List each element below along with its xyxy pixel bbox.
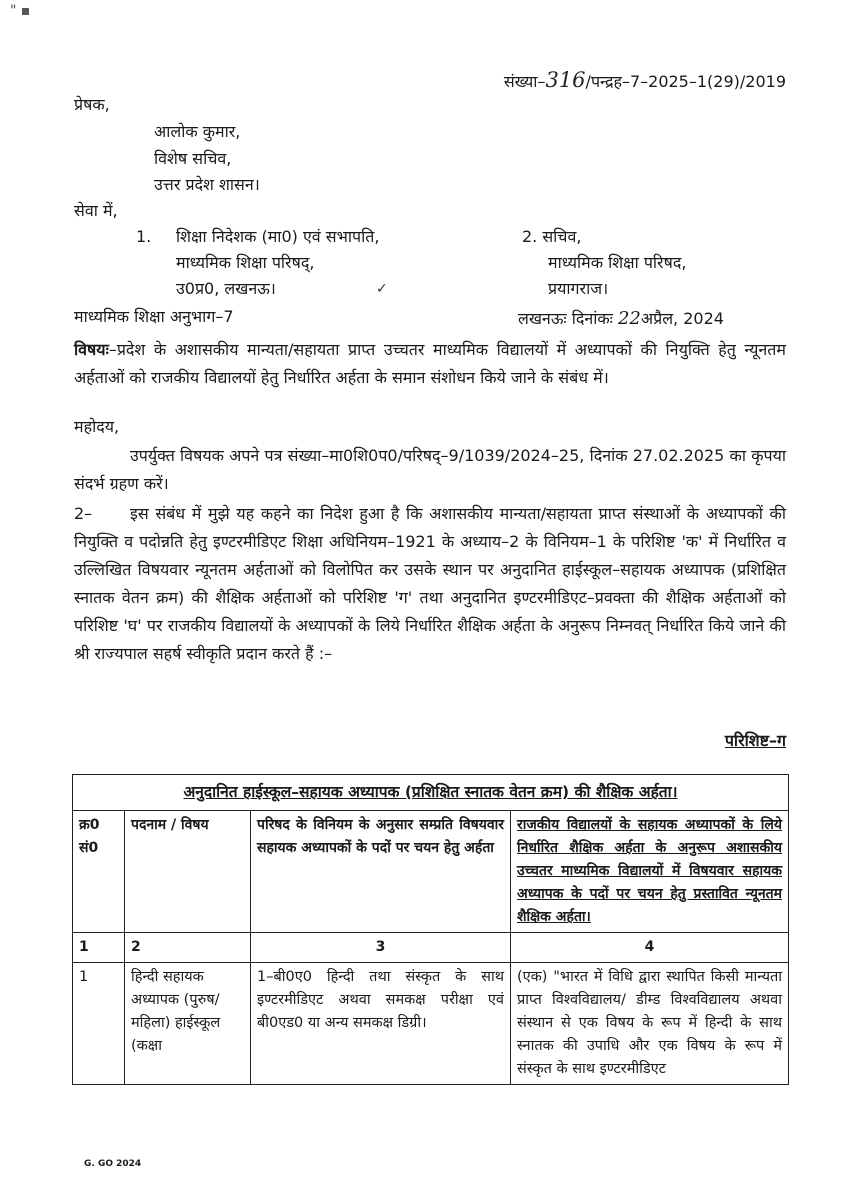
row1-current-qualification: 1–बी0ए0 हिन्दी तथा संस्कृत के साथ इण्टरमीडिएट अथवा समकक्ष परीक्षा एवं बी0एड0 या अन्य समकक्ष डिग्री। — [251, 963, 511, 1085]
qualification-table — [72, 774, 789, 1085]
recipient1-line2: माध्यमिक शिक्षा परिषद्, — [176, 253, 315, 272]
paragraph-1: उपर्युक्त विषयक अपने पत्र संख्या–मा0शि0प0/परिषद्–9/1039/2024–25, दिनांक 27.02.2025 का कृपया संदर्भ ग्रहण करें। — [74, 446, 786, 493]
column-number-1: 1 — [73, 933, 125, 963]
recipients-label: सेवा में, — [74, 201, 118, 220]
sender-office: उत्तर प्रदेश शासन। — [154, 175, 260, 194]
recipient1-line1: शिक्षा निदेशक (मा0) एवं सभापति, — [176, 227, 380, 246]
handwritten-day: 22 — [617, 308, 641, 329]
sender-name: आलोक कुमार, — [154, 122, 241, 141]
tick-mark: ✓ — [376, 281, 388, 297]
reference-number — [504, 66, 786, 95]
reference-prefix: संख्या– — [503, 72, 546, 91]
column-number-2: 2 — [125, 933, 251, 963]
subject-label: विषयः — [74, 340, 109, 359]
row1-serial: 1 — [73, 963, 125, 1085]
table-caption: अनुदानित हाईस्कूल–सहायक अध्यापक (प्रशिक्षित स्नातक वेतन क्रम) की शैक्षिक अर्हता। — [73, 775, 789, 811]
appendix-label: परिशिष्ट–ग — [724, 731, 786, 750]
salutation: महोदय, — [74, 417, 120, 436]
recipient1-line3: उ0प्र0, लखनऊ। — [176, 279, 276, 298]
paragraph-2 — [74, 500, 786, 668]
column-number-3: 3 — [251, 933, 511, 963]
subject-text: –प्रदेश के अशासकीय मान्यता/सहायता प्राप्त उच्चतर माध्यमिक विद्यालयों में अध्यापकों की नियुक्ति हेतु न्यूनतम अर्हताओं को राजकीय विद्यालयों हेतु निर्धारित अर्हता के समान संशोधन किये जाने के संबंध में। — [74, 340, 786, 387]
table-number-row — [73, 933, 789, 963]
header-current-qualification: परिषद के विनियम के अनुसार सम्प्रति विषयवार सहायक अध्यापकों के पदों पर चयन हेतु अर्हता — [251, 811, 511, 933]
place-date-suffix: अप्रैल, 2024 — [640, 309, 724, 328]
recipient2-line2: माध्यमिक शिक्षा परिषद, — [548, 253, 687, 272]
row1-proposed-qualification: (एक) "भारत में विधि द्वारा स्थापित किसी मान्यता प्राप्त विश्वविद्यालय/ डीम्ड विश्वविद्यालय अथवा संस्थान से एक विषय के रूप में हिन्दी के साथ स्नातक की उपाधि और एक विषय के रूप में संस्कृत के साथ इण्टरमीडिएट — [511, 963, 789, 1085]
recipient2-line3: प्रयागराज। — [548, 279, 609, 298]
header-proposed-qualification: राजकीय विद्यालयों के सहायक अध्यापकों के लिये निर्धारित शैक्षिक अर्हता के अनुरूप अशासकीय उच्चतर माध्यमिक विद्यालयों में विषयवार सहायक अध्यापक के पदों पर चयन हेतु प्रस्तावित न्यूनतम शैक्षिक अर्हता। — [511, 811, 789, 933]
table-header-row — [73, 811, 789, 933]
column-number-4: 4 — [511, 933, 789, 963]
row1-post: हिन्दी सहायक अध्यापक (पुरुष/ महिला) हाईस्कूल (कक्षा — [125, 963, 251, 1085]
header-post: पदनाम / विषय — [125, 811, 251, 933]
paragraph-2-number: 2– — [74, 504, 93, 523]
section-name: माध्यमिक शिक्षा अनुभाग–7 — [74, 307, 234, 326]
recipient2-line1: 2. सचिव, — [522, 227, 582, 246]
recipient1-number: 1. — [136, 227, 152, 246]
footer-code: G. GO 2024 — [84, 1159, 142, 1169]
sender-designation: विशेष सचिव, — [154, 149, 232, 168]
handwritten-letter-number: 316 — [545, 68, 586, 92]
paragraph-2-text: इस संबंध में मुझे यह कहने का निदेश हुआ है कि अशासकीय मान्यता/सहायता प्राप्त संस्थाओं के अध्यापकों की नियुक्ति व पदोन्नति हेतु इण्टरमीडिएट शिक्षा अधिनियम–1921 के अध्याय–2 के विनियम–1 के परिशिष्ट 'क' में निर्धारित व उल्लिखित विषयवार न्यूनतम अर्हताओं को विलोपित कर उसके स्थान पर अनुदानित हाईस्कूल–सहायक अध्यापक (प्रशिक्षित स्नातक वेतन क्रम) की शैक्षिक अर्हताओं को परिशिष्ट 'ग' तथा अनुदानित इण्टरमीडिएट–प्रवक्ता की शैक्षिक अर्हताओं को परिशिष्ट 'घ' पर राजकीय विद्यालयों के अध्यापकों के लिये निर्धारित शैक्षिक अर्हता के अनुरूप निम्नवत् निर्धारित किये जाने की श्री राज्यपाल सहर्ष स्वीकृति प्रदान करते हैं :– — [74, 504, 786, 663]
header-serial: क्र0 सं0 — [73, 811, 125, 933]
subject — [74, 336, 786, 392]
corner-mark: " ▪ — [10, 3, 31, 19]
place-date — [518, 306, 724, 331]
table-row — [73, 963, 789, 1085]
place-date-prefix: लखनऊः दिनांकः — [518, 309, 618, 328]
sender-label: प्रेषक, — [74, 95, 110, 114]
reference-suffix: /पन्द्रह–7–2025–1(29)/2019 — [585, 72, 786, 91]
